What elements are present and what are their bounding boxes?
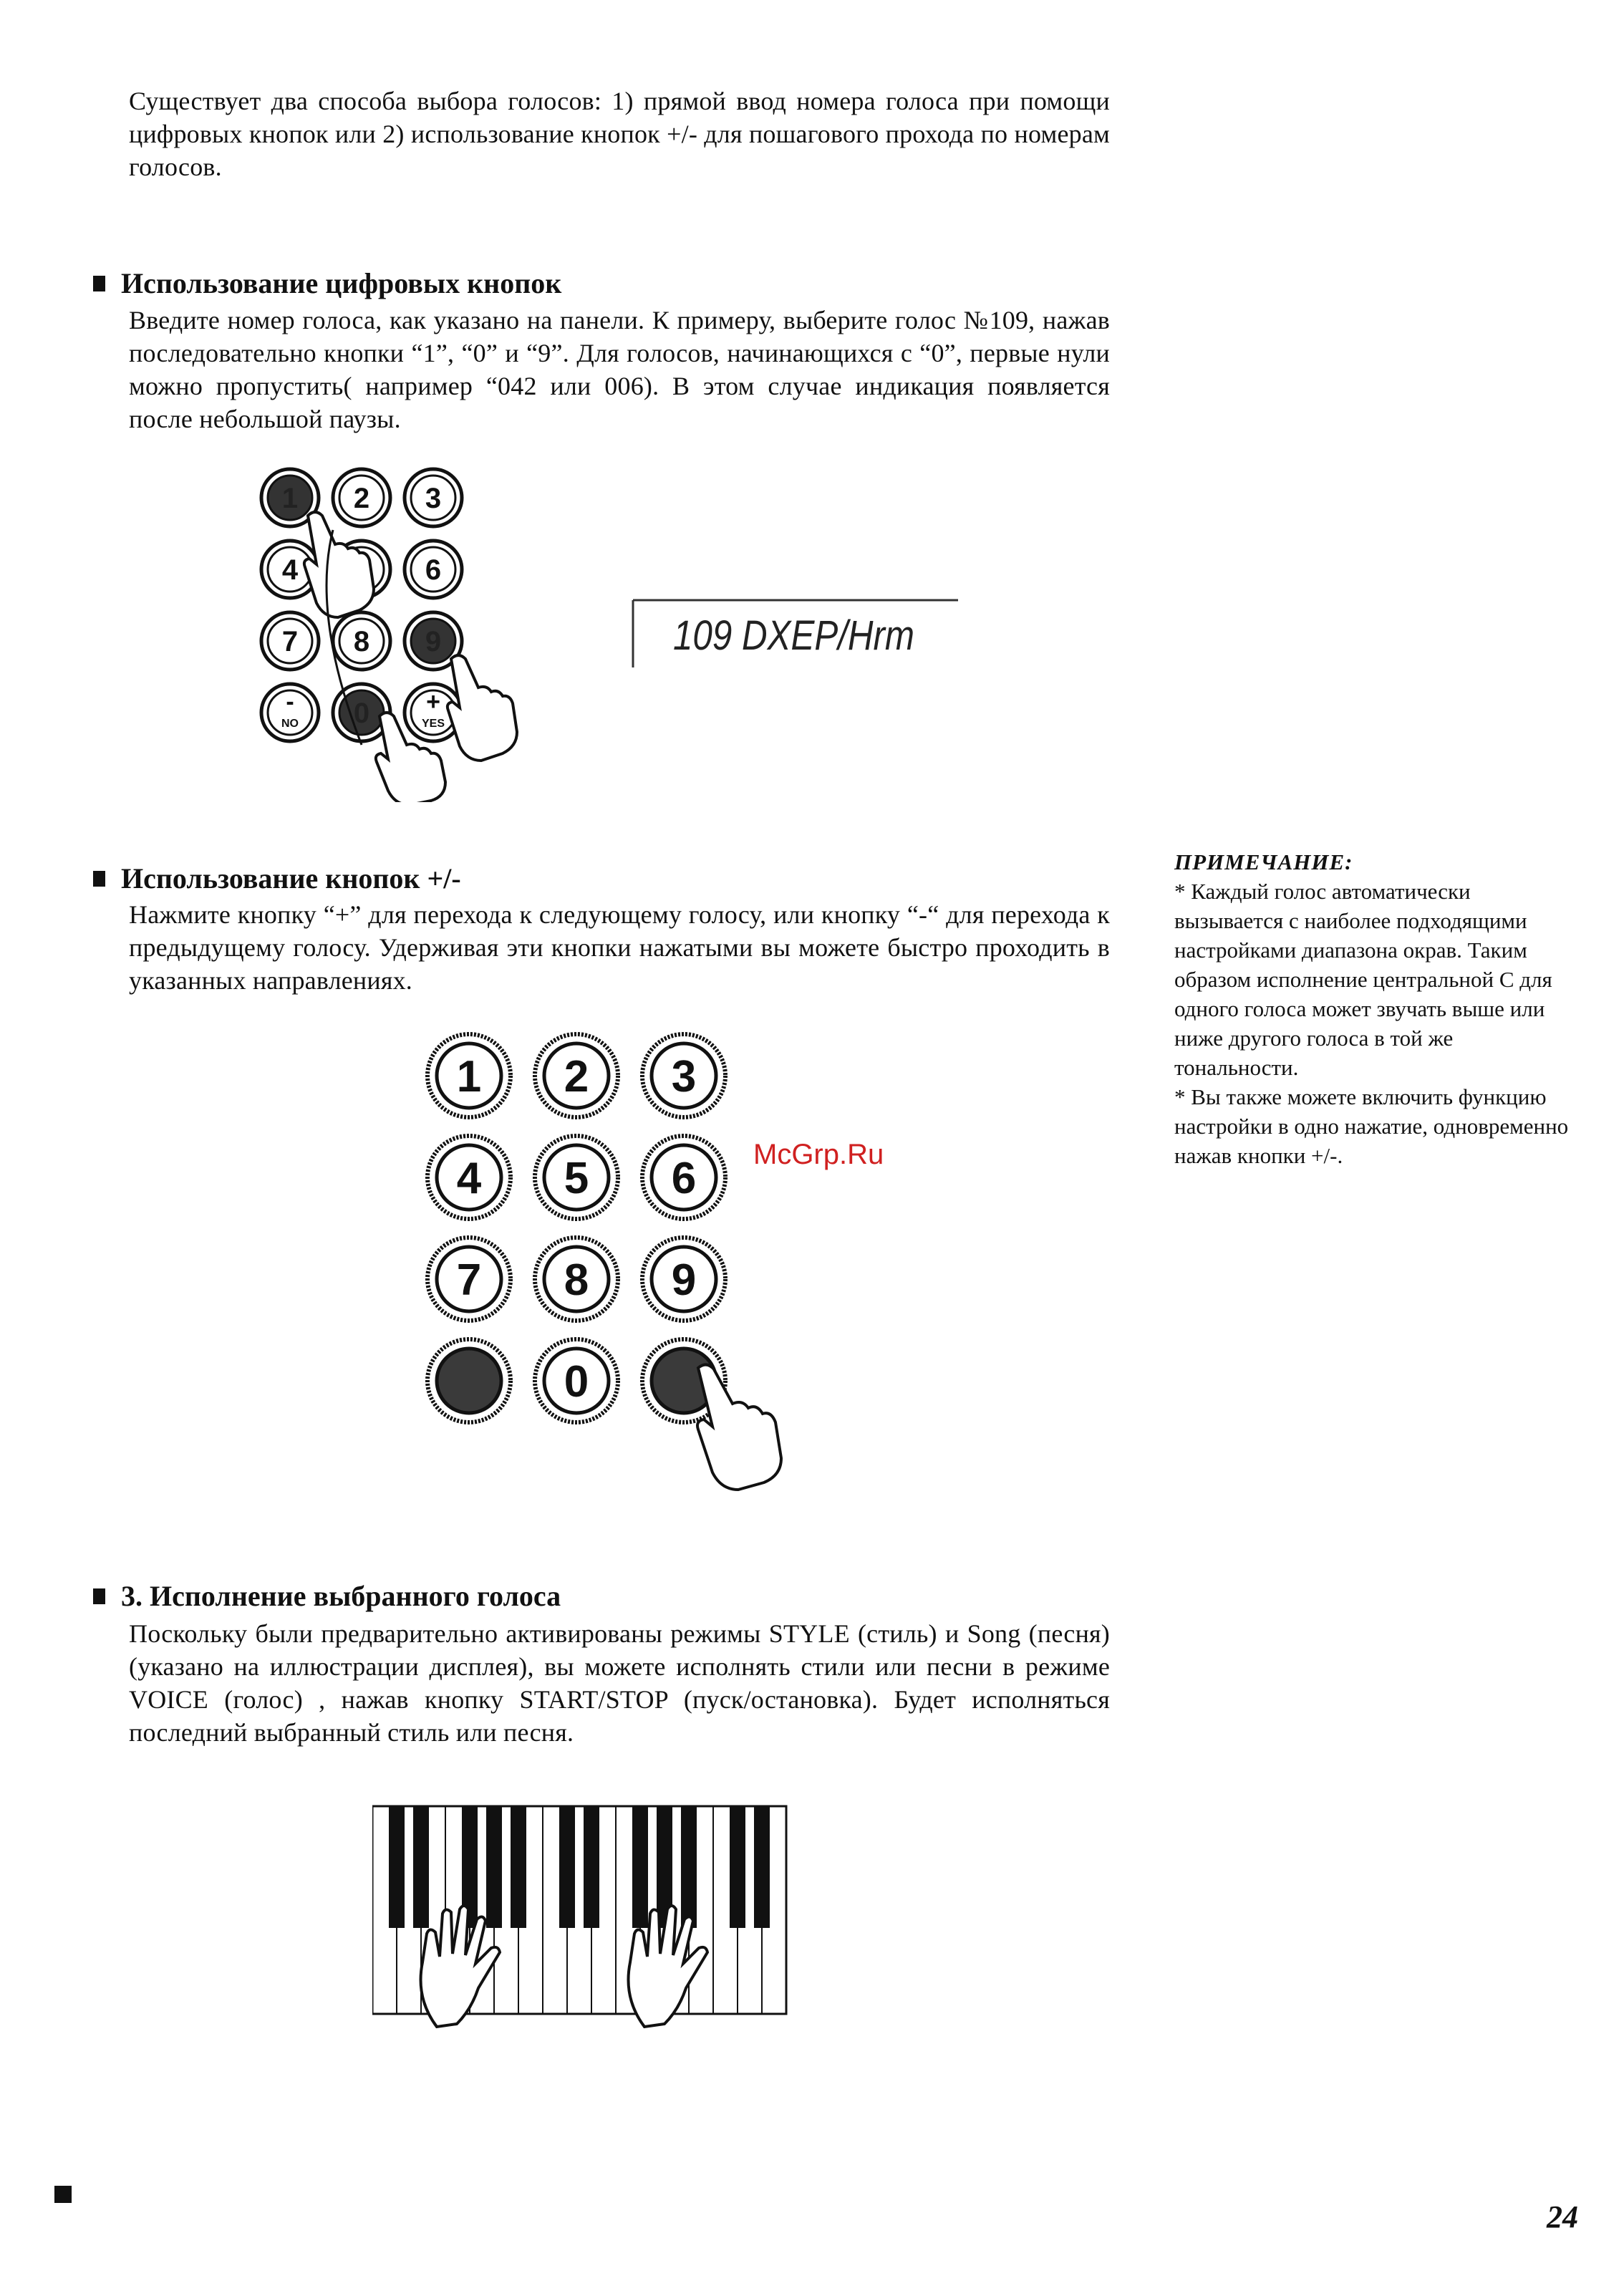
small-keypad-illustration <box>258 466 544 802</box>
digit-buttons-paragraph: Введите номер голоса, как указано на панели. К примеру, выберите голос №109, нажав последовательно кнопки “1”, “0” и “9”. Для голосов, начинающихся с “0”, первые нули можно пропустить( например “042 или 006). В этом случае индикация появляется после небольшой паузы. <box>129 306 1110 433</box>
key-label: 6 <box>425 554 442 586</box>
voice-display <box>629 596 965 675</box>
intro-paragraph: Существует два способа выбора голосов: 1) прямой ввод номера голоса при помощи цифровых кнопок или 2) использование кнопок +/- для пошагового прохода по номерам голосов. <box>129 87 1110 181</box>
key-label: 3 <box>425 483 442 514</box>
heading-text: Использование кнопок +/- <box>121 862 461 895</box>
heading-text: Использование цифровых кнопок <box>121 267 562 299</box>
section-heading-digit-buttons <box>93 266 561 300</box>
black-key <box>632 1806 648 1928</box>
key-label: - <box>286 688 294 715</box>
black-key <box>730 1806 745 1928</box>
section-bullet <box>93 871 105 887</box>
keypad-key-minus <box>427 1339 511 1422</box>
key-label: + <box>426 688 440 715</box>
keypad-key-8 <box>535 1238 618 1321</box>
key-label: 3 <box>671 1052 697 1101</box>
key-label: 8 <box>564 1255 589 1305</box>
note-item: * Каждый голос автоматически вызывается с наиболее подходящими настройками диапазона окрав. Таким образом исполнение центральной С для одного голоса может звучать выше или ниже другого голоса в той же тональности. <box>1174 879 1552 1080</box>
keypad-key-2 <box>333 469 390 526</box>
black-key <box>559 1806 575 1928</box>
section-bullet <box>93 276 105 291</box>
section-heading-plus-minus <box>93 862 461 895</box>
key-label: 7 <box>456 1255 482 1305</box>
key-sublabel: NO <box>281 718 299 730</box>
black-key <box>486 1806 502 1928</box>
keypad-key-8 <box>333 612 390 670</box>
display-text: 109 DXEP/Hrm <box>673 612 914 659</box>
black-key <box>584 1806 599 1928</box>
note-box <box>1174 847 1575 1170</box>
watermark: McGrp.Ru <box>753 1139 884 1170</box>
key-label: 5 <box>564 1154 589 1203</box>
pointing-hand-icon <box>697 1364 781 1490</box>
key-label: 2 <box>564 1052 589 1101</box>
keypad-key-4 <box>427 1136 511 1219</box>
key-label: 4 <box>456 1154 482 1203</box>
corner-mark <box>54 2186 72 2203</box>
keypad-key-1 <box>427 1034 511 1117</box>
section-bullet <box>93 1588 105 1604</box>
pointing-hand-icon <box>448 655 517 761</box>
keypad-key-7 <box>261 612 319 670</box>
key-label: 7 <box>281 626 299 657</box>
keypad-key-6 <box>642 1136 725 1219</box>
page-number: 24 <box>1547 2199 1578 2234</box>
black-key <box>754 1806 770 1928</box>
key-label: 0 <box>353 698 370 729</box>
keypad-key-minus <box>261 684 319 741</box>
key-label: 0 <box>564 1357 589 1407</box>
section-heading-play-voice <box>93 1579 561 1613</box>
keypad-key-6 <box>405 541 462 598</box>
key-label: 8 <box>353 626 370 657</box>
key-label: 9 <box>671 1255 697 1305</box>
keypad-key-7 <box>427 1238 511 1321</box>
note-title: ПРИМЕЧАНИЕ: <box>1174 849 1353 874</box>
keypad-key-5 <box>535 1136 618 1219</box>
keypad-key-2 <box>535 1034 618 1117</box>
key-label: 1 <box>281 483 299 514</box>
large-keypad-illustration <box>419 1024 820 1511</box>
black-key <box>413 1806 429 1928</box>
piano-hands-illustration <box>372 1805 816 2034</box>
keypad-key-9 <box>642 1238 725 1321</box>
key-label: 4 <box>281 554 299 586</box>
keypad-key-3 <box>405 469 462 526</box>
play-voice-paragraph: Поскольку были предварительно активированы режимы STYLE (стиль) и Song (песня) (указано на иллюстрации дисплея), вы можете исполнять стили или песни в режиме VOICE (голос) , нажав кнопку START/STOP (пуск/остановка). Будет исполняться последний выбранный стиль или песня. <box>129 1619 1110 1747</box>
heading-text: 3. Исполнение выбранного голоса <box>121 1580 561 1612</box>
key-sublabel: YES <box>421 718 445 730</box>
black-key <box>511 1806 526 1928</box>
plus-minus-paragraph: Нажмите кнопку “+” для перехода к следующему голосу, или кнопку “-“ для перехода к предыдущему голосу. Удерживая эти кнопки нажатыми вы можете быстро проходить в указанных направлениях. <box>129 900 1110 995</box>
key-label: 1 <box>456 1052 482 1101</box>
keypad-key-3 <box>642 1034 725 1117</box>
black-key <box>681 1806 697 1928</box>
keypad-key-0 <box>535 1339 618 1422</box>
note-item: * Вы также можете включить функцию настройки в одно нажатие, одновременно нажав кнопки +/-. <box>1174 1084 1569 1168</box>
key-label: 9 <box>425 626 442 657</box>
key-label: 2 <box>353 483 370 514</box>
key-label: 6 <box>671 1154 697 1203</box>
black-key <box>389 1806 405 1928</box>
